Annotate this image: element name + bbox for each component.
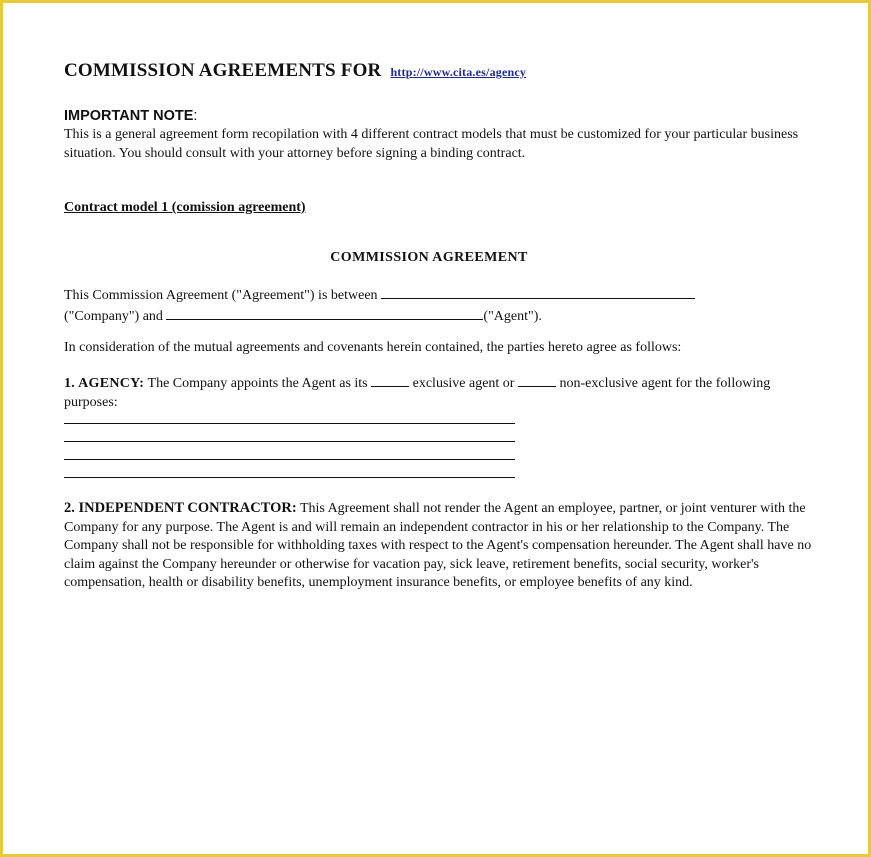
parties-clause — [64, 285, 824, 326]
independent-contractor-section — [64, 499, 824, 593]
contract-model-heading: Contract model 1 (comission agreement) — [64, 200, 306, 215]
agency-section — [64, 373, 814, 412]
note-heading-text: IMPORTANT NOTE — [64, 108, 194, 124]
important-note-body: This is a general agreement form recopilation with 4 different contract models that must be customized for your particular business situation. You should consult with your attorney before signing a binding contract. — [64, 127, 799, 161]
parties-line-1 — [64, 285, 824, 306]
important-note-heading — [64, 107, 197, 126]
agency-text-a: The Company appoints the Agent as its — [147, 376, 368, 391]
agency-heading: 1. AGENCY: — [64, 376, 145, 391]
parties-text-a: This Commission Agreement ("Agreement") is between — [64, 288, 378, 303]
parties-line-2 — [64, 306, 824, 327]
purpose-line[interactable] — [64, 477, 515, 478]
contractor-heading: 2. INDEPENDENT CONTRACTOR: — [64, 500, 297, 516]
agency-text-c: non-exclusive agent for the following purposes: — [64, 376, 771, 410]
note-colon: : — [193, 108, 198, 124]
document-title — [64, 62, 526, 82]
agency-text-b: exclusive agent or — [412, 376, 515, 391]
purpose-line[interactable] — [64, 423, 515, 424]
parties-text-c: ("Agent"). — [483, 308, 542, 324]
consideration-clause: In consideration of the mutual agreements and covenants herein contained, the parties hereto agree as follows: — [64, 340, 682, 355]
purpose-line[interactable] — [64, 459, 515, 460]
agent-name-blank[interactable] — [166, 306, 483, 320]
non-exclusive-blank[interactable] — [518, 373, 556, 387]
exclusive-blank[interactable] — [371, 373, 409, 387]
contractor-text: This Agreement shall not render the Agent an employee, partner, or joint venturer with the Company for any purpose. The Agent is and will remain an independent contractor in his or her relationship to the Company. The Company shall not be responsible for withholding taxes with respect to the Agent's compensation hereunder. The Agent shall have no claim against the Company hereunder or otherwise for vacation pay, sick leave, retirement benefits, social security, worker's compensation, health or disability benefits, unemployment insurance benefits, or employee benefits of any kind. — [64, 501, 812, 590]
purposes-lines — [64, 423, 515, 495]
agreement-heading: COMMISSION AGREEMENT — [330, 250, 528, 265]
purpose-line[interactable] — [64, 441, 515, 442]
agency-link[interactable]: http://www.cita.es/agency — [390, 65, 527, 79]
company-name-blank[interactable] — [381, 285, 695, 299]
parties-text-b: ("Company") and — [64, 308, 163, 324]
title-text: COMMISSION AGREEMENTS FOR — [64, 60, 382, 81]
